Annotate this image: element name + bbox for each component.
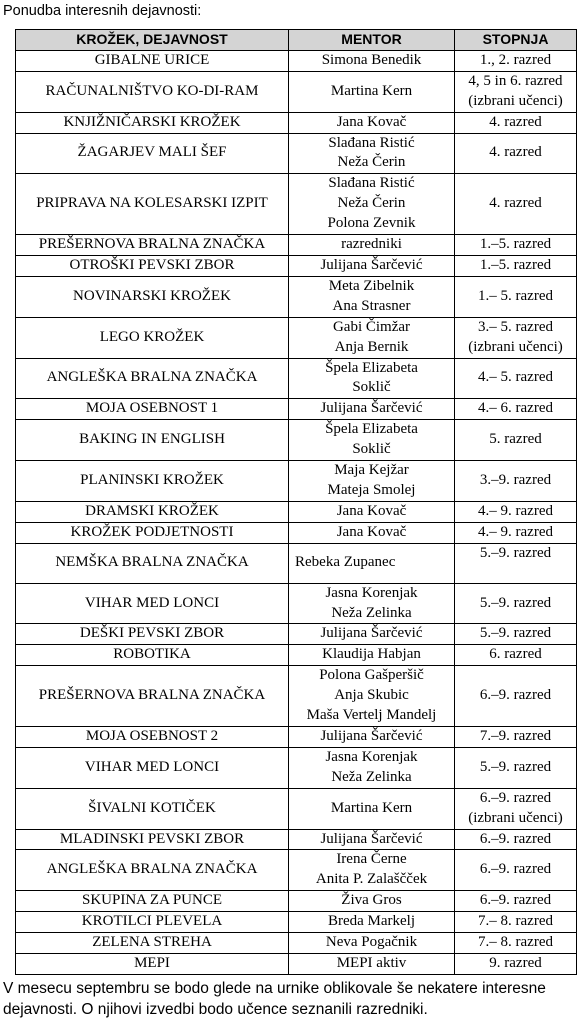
activities-table: [15, 29, 577, 975]
activity-name: ŽAGARJEV MALI ŠEF: [16, 133, 289, 174]
mentor-name: Slađana Ristić: [328, 134, 415, 151]
level-text: 1.–5. razred: [479, 236, 552, 253]
level-cell: [455, 461, 577, 502]
mentor-name: MEPI aktiv: [336, 954, 407, 971]
mentor-name: Slađana Ristić: [328, 175, 415, 192]
mentor-cell: [289, 747, 455, 788]
mentor-cell: [289, 522, 455, 543]
activity-name: ŠIVALNI KOTIČEK: [16, 788, 289, 829]
mentor-name: Neža Čerin: [337, 154, 406, 171]
mentor-cell: [289, 276, 455, 317]
table-row: [16, 891, 577, 912]
mentor-name: Neža Zelinka: [331, 604, 412, 621]
mentor-name: Neva Pogačnik: [325, 934, 418, 951]
table-row: [16, 50, 577, 71]
level-cell: [455, 71, 577, 112]
level-cell: [455, 50, 577, 71]
activity-name: KROŽEK PODJETNOSTI: [16, 522, 289, 543]
level-cell: [455, 317, 577, 358]
mentor-name: Jana Kovač: [336, 523, 407, 540]
mentor-name: Jasna Korenjak: [325, 748, 418, 765]
mentor-name: Simona Benedik: [321, 51, 422, 68]
level-cell: [455, 235, 577, 256]
mentor-cell: [289, 850, 455, 891]
table-row: [16, 71, 577, 112]
level-cell: [455, 174, 577, 235]
mentor-name: Breda Markelj: [327, 913, 416, 930]
table-row: [16, 276, 577, 317]
header-activity: KROŽEK, DEJAVNOST: [16, 30, 289, 51]
activity-name: SKUPINA ZA PUNCE: [16, 891, 289, 912]
table-row: [16, 255, 577, 276]
level-text: (izbrani učenci): [468, 92, 563, 109]
level-text: 5.–9. razred: [479, 758, 552, 775]
level-text: 6.–9. razred: [479, 687, 552, 704]
level-cell: [455, 420, 577, 461]
level-cell: [455, 501, 577, 522]
level-cell: [455, 912, 577, 933]
mentor-cell: [289, 235, 455, 256]
level-cell: [455, 583, 577, 624]
level-cell: [455, 747, 577, 788]
mentor-name: Mateja Smolej: [327, 481, 416, 498]
mentor-name: Ana Strasner: [332, 297, 411, 314]
mentor-cell: [289, 50, 455, 71]
level-text: 1.–5. razred: [479, 256, 552, 273]
mentor-name: Julijana Šarčević: [320, 830, 423, 847]
mentor-name: Gabi Čimžar: [332, 318, 411, 335]
mentor-cell: [289, 829, 455, 850]
mentor-name: razredniki: [341, 236, 402, 253]
mentor-name: Maša Vertelj Mandelj: [306, 707, 437, 724]
mentor-cell: [289, 255, 455, 276]
mentor-name: Anja Skubic: [334, 687, 409, 704]
table-row: [16, 317, 577, 358]
level-text: 4. razred: [489, 144, 542, 161]
mentor-cell: [289, 112, 455, 133]
mentor-name: Anja Bernik: [334, 338, 409, 355]
mentor-name: Martina Kern: [330, 799, 413, 816]
table-row: [16, 624, 577, 645]
mentor-name: Jana Kovač: [336, 113, 407, 130]
activity-name: VIHAR MED LONCI: [16, 583, 289, 624]
level-cell: [455, 358, 577, 399]
mentor-cell: [289, 666, 455, 727]
mentor-cell: [289, 583, 455, 624]
level-cell: [455, 399, 577, 420]
level-text: 6.–9. razred: [479, 830, 552, 847]
table-row: [16, 727, 577, 748]
mentor-cell: [289, 933, 455, 954]
level-text: 6.–9. razred: [479, 861, 552, 878]
mentor-name: Meta Zibelnik: [328, 277, 415, 294]
activity-name: LEGO KROŽEK: [16, 317, 289, 358]
table-row: [16, 420, 577, 461]
activity-name: ZELENA STREHA: [16, 933, 289, 954]
level-cell: [455, 543, 577, 583]
table-row: [16, 912, 577, 933]
level-text: 6.–9. razred: [479, 892, 552, 909]
table-row: [16, 583, 577, 624]
mentor-name: Julijana Šarčević: [320, 728, 423, 744]
activity-name: MOJA OSEBNOST 2: [16, 727, 289, 748]
table-row: [16, 933, 577, 954]
mentor-name: Soklič: [352, 379, 391, 396]
mentor-cell: [289, 461, 455, 502]
activity-name: NOVINARSKI KROŽEK: [16, 276, 289, 317]
level-cell: [455, 112, 577, 133]
level-cell: [455, 522, 577, 543]
mentor-cell: [289, 358, 455, 399]
table-row: [16, 133, 577, 174]
mentor-name: Soklič: [352, 441, 391, 458]
mentor-cell: [289, 624, 455, 645]
activity-name: VIHAR MED LONCI: [16, 747, 289, 788]
level-text: 4. razred: [489, 113, 542, 130]
level-cell: [455, 276, 577, 317]
activity-name: BAKING IN ENGLISH: [16, 420, 289, 461]
level-cell: [455, 666, 577, 727]
mentor-name: Anita P. Zalaščček: [315, 871, 428, 888]
mentor-cell: [289, 133, 455, 174]
table-row: [16, 358, 577, 399]
level-text: 9. razred: [489, 954, 542, 971]
mentor-name: Jasna Korenjak: [325, 584, 418, 601]
level-text: 6. razred: [489, 646, 542, 663]
table-row: [16, 850, 577, 891]
mentor-name: Julijana Šarčević: [320, 256, 423, 273]
activity-name: PRIPRAVA NA KOLESARSKI IZPIT: [16, 174, 289, 235]
level-cell: [455, 788, 577, 829]
level-text: 3.– 5. razred: [478, 318, 553, 335]
activity-name: GIBALNE URICE: [16, 50, 289, 71]
table-row: [16, 543, 577, 583]
mentor-cell: [289, 727, 455, 748]
mentor-cell: [289, 543, 455, 583]
table-row: [16, 174, 577, 235]
activity-name: ANGLEŠKA BRALNA ZNAČKA: [16, 358, 289, 399]
activity-name: DEŠKI PEVSKI ZBOR: [16, 624, 289, 645]
level-cell: [455, 850, 577, 891]
mentor-name: Martina Kern: [330, 82, 413, 99]
level-text: 3.–9. razred: [479, 471, 552, 488]
level-cell: [455, 133, 577, 174]
activity-name: ROBOTIKA: [16, 645, 289, 666]
level-text: (izbrani učenci): [468, 809, 563, 826]
mentor-cell: [289, 788, 455, 829]
activity-name: DRAMSKI KROŽEK: [16, 501, 289, 522]
mentor-name: Maja Kejžar: [334, 462, 409, 479]
intro-text: Ponudba interesnih dejavnosti:: [3, 3, 202, 19]
header-mentor: MENTOR: [289, 30, 455, 51]
activity-name: MOJA OSEBNOST 1: [16, 399, 289, 420]
level-text: 5. razred: [489, 431, 542, 448]
mentor-name: Neža Čerin: [337, 195, 406, 212]
table-row: [16, 461, 577, 502]
activity-name: PREŠERNOVA BRALNA ZNAČKA: [16, 235, 289, 256]
level-text: 4.– 6. razred: [478, 400, 553, 417]
level-text: 4. razred: [489, 195, 542, 212]
mentor-cell: [289, 420, 455, 461]
level-text: 6.–9. razred: [479, 789, 552, 806]
header-level: STOPNJA: [455, 30, 577, 51]
activity-name: PLANINSKI KROŽEK: [16, 461, 289, 502]
level-cell: [455, 933, 577, 954]
activity-name: OTROŠKI PEVSKI ZBOR: [16, 255, 289, 276]
mentor-name: Julijana Šarčević: [320, 400, 423, 417]
mentor-name: Špela Elizabeta: [325, 421, 418, 438]
table-row: [16, 829, 577, 850]
mentor-cell: [289, 891, 455, 912]
table-row: [16, 522, 577, 543]
level-text: 5.–9. razred: [479, 625, 552, 642]
mentor-name: Živa Gros: [341, 892, 402, 909]
level-cell: [455, 829, 577, 850]
level-text: 4.– 9. razred: [478, 523, 553, 540]
level-cell: [455, 953, 577, 974]
level-text: 5.–9. razred: [479, 594, 552, 611]
level-text: (izbrani učenci): [468, 338, 563, 355]
level-text: 7.– 8. razred: [478, 913, 553, 930]
table-row: [16, 666, 577, 727]
level-cell: [455, 891, 577, 912]
table-row: [16, 747, 577, 788]
activity-name: MEPI: [16, 953, 289, 974]
table-header-row: [16, 30, 577, 51]
mentor-cell: [289, 953, 455, 974]
mentor-cell: [289, 71, 455, 112]
mentor-cell: [289, 399, 455, 420]
level-text: 1.– 5. razred: [478, 287, 553, 304]
mentor-name: Klaudija Habjan: [322, 646, 421, 663]
level-cell: [455, 645, 577, 666]
mentor-name: Polona Zevnik: [327, 215, 416, 232]
mentor-name: Julijana Šarčević: [320, 625, 423, 642]
activity-name: RAČUNALNIŠTVO KO-DI-RAM: [16, 71, 289, 112]
table-row: [16, 953, 577, 974]
activity-name: KNJIŽNIČARSKI KROŽEK: [16, 112, 289, 133]
mentor-name: Neža Zelinka: [331, 768, 412, 785]
activity-name: PREŠERNOVA BRALNA ZNAČKA: [16, 666, 289, 727]
level-text: 7.– 8. razred: [478, 934, 553, 951]
level-text: 4.– 9. razred: [478, 502, 553, 519]
activity-name: MLADINSKI PEVSKI ZBOR: [16, 829, 289, 850]
footer-note: V mesecu septembru se bodo glede na urnike oblikovale še nekatere interesne dejavnosti. O njihovi izvedbi bodo učence seznanili razredniki.: [3, 980, 546, 1018]
mentor-cell: [289, 645, 455, 666]
table-row: [16, 501, 577, 522]
level-text: 5.–9. razred: [479, 544, 552, 561]
level-text: 1., 2. razred: [479, 51, 552, 68]
mentor-cell: [289, 912, 455, 933]
mentor-cell: [289, 174, 455, 235]
mentor-name: Jana Kovač: [336, 502, 407, 519]
level-text: 7.–9. razred: [479, 728, 552, 744]
level-text: 4, 5 in 6. razred: [468, 72, 563, 89]
table-row: [16, 112, 577, 133]
mentor-cell: [289, 501, 455, 522]
table-row: [16, 399, 577, 420]
level-cell: [455, 255, 577, 276]
mentor-name: Irena Černe: [336, 851, 407, 868]
mentor-name: Špela Elizabeta: [325, 359, 418, 376]
activity-name: KROTILCI PLEVELA: [16, 912, 289, 933]
table-row: [16, 788, 577, 829]
activity-name: NEMŠKA BRALNA ZNAČKA: [16, 543, 289, 583]
level-text: 4.– 5. razred: [478, 369, 553, 386]
level-cell: [455, 727, 577, 748]
mentor-name: Polona Gašperšič: [319, 667, 424, 684]
level-cell: [455, 624, 577, 645]
mentor-name: Rebeka Zupanec: [295, 554, 396, 571]
mentor-cell: [289, 317, 455, 358]
table-row: [16, 235, 577, 256]
activity-name: ANGLEŠKA BRALNA ZNAČKA: [16, 850, 289, 891]
table-row: [16, 645, 577, 666]
